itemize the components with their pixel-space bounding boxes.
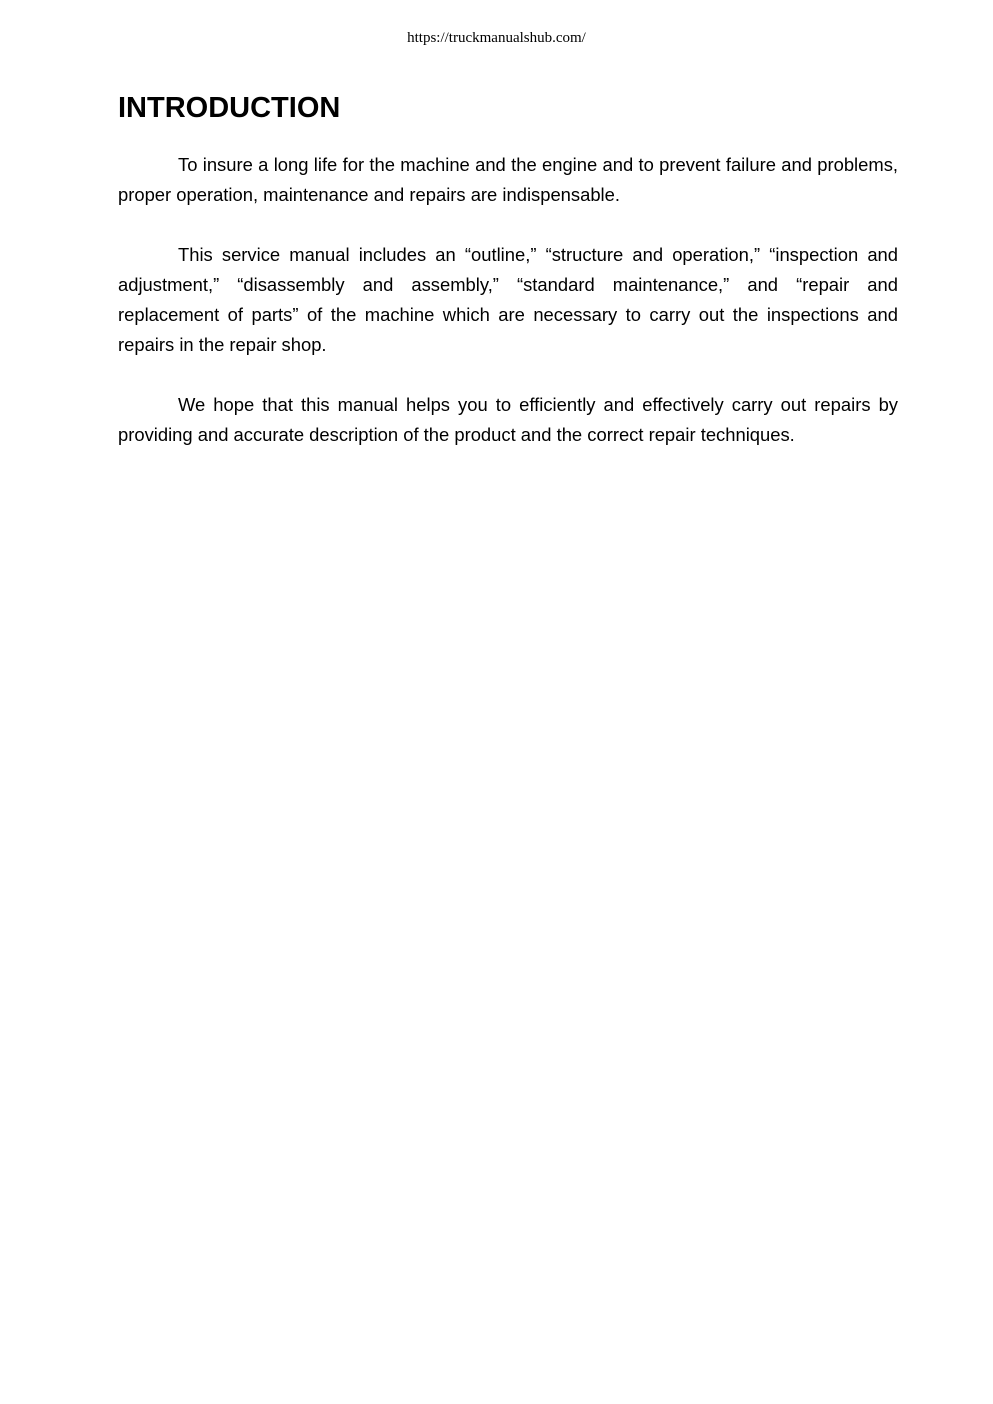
paragraph-1: To insure a long life for the machine and the engine and to prevent failure and problems, proper operation, maintenance and repairs are indispensable. (118, 154, 898, 205)
paragraph-2: This service manual includes an “outline,” “structure and operation,” “inspection and adjustment,” “disassembly and assembly,” “standard maintenance,” and “repair and replacement of parts” of the machine which are necessary to carry out the inspections and repairs in the repair shop. (118, 244, 898, 355)
body-text (118, 150, 898, 480)
paragraph-3: We hope that this manual helps you to efficiently and effectively carry out repairs by providing and accurate description of the product and the correct repair techniques. (118, 394, 898, 445)
header-url: https://truckmanualshub.com/ (407, 30, 586, 46)
page-title: INTRODUCTION (118, 92, 341, 124)
